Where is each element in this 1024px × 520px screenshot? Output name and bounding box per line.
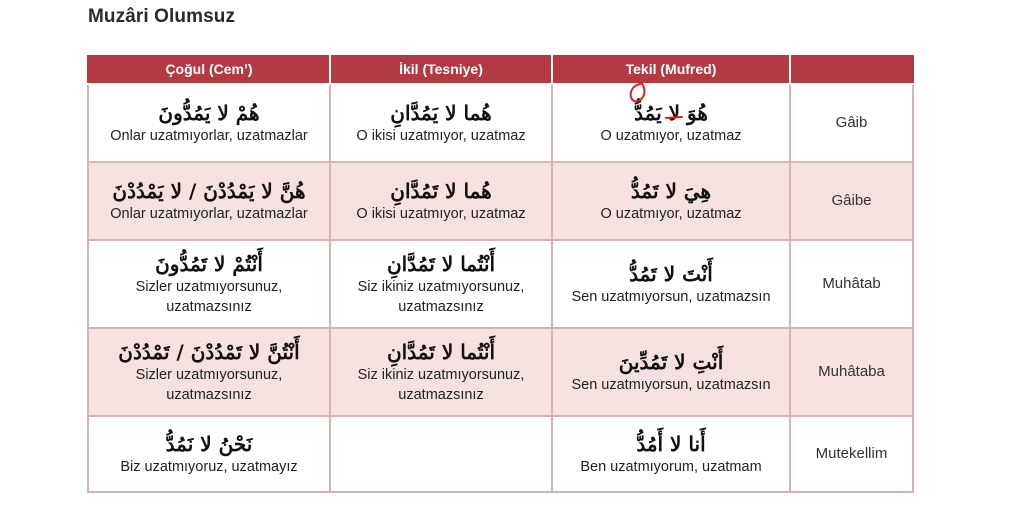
cell-dual	[330, 328, 552, 416]
cell-singular	[552, 162, 790, 240]
table-row	[88, 162, 913, 240]
arabic-text: هُوَ لا يَمُدُّ	[634, 101, 708, 125]
header-person	[790, 55, 913, 84]
table-row	[88, 328, 913, 416]
arabic-text: هُمْ لا يَمُدُّونَ	[158, 101, 260, 125]
header-plural: Çoğul (Cem’)	[88, 55, 330, 84]
translation-text: O ikisi uzatmıyor, uzatmaz	[356, 206, 526, 222]
arabic-text: أَنْتُمْ لا تَمُدُّونَ	[155, 252, 263, 276]
cell-person-label	[790, 162, 913, 240]
header-singular: Tekil (Mufred)	[552, 55, 790, 84]
header-row	[88, 55, 913, 84]
person-label: Muhâtaba	[818, 363, 885, 380]
translation-text: Sen uzatmıyorsun, uzatmazsın	[571, 377, 771, 393]
translation-text: Siz ikiniz uzatmıyorsunuz, uzatmazsınız	[357, 367, 525, 403]
translation-text: O uzatmıyor, uzatmaz	[600, 128, 742, 144]
cell-singular	[552, 240, 790, 328]
translation-text: Onlar uzatmıyorlar, uzatmazlar	[110, 206, 308, 222]
person-label: Mutekellim	[815, 445, 888, 462]
arabic-text: أَنْتُنَّ لا تَمْدُدْنَ / تَمْدُدْنَ	[118, 340, 300, 364]
cell-plural	[88, 162, 330, 240]
cell-person-label	[790, 416, 913, 492]
translation-text: O uzatmıyor, uzatmaz	[600, 206, 742, 222]
cell-dual	[330, 240, 552, 328]
arabic-text: هِيَ لا تَمُدُّ	[630, 179, 712, 203]
header-dual: İkil (Tesniye)	[330, 55, 552, 84]
person-label: Muhâtab	[822, 275, 881, 292]
cell-plural	[88, 328, 330, 416]
arabic-text: أَنْتَ لا تَمُدُّ	[629, 262, 713, 286]
cell-singular	[552, 416, 790, 492]
cell-singular	[552, 84, 790, 162]
person-label: Gâibe	[831, 192, 872, 209]
arabic-text: هُما لا يَمُدَّانِ	[390, 101, 492, 125]
cell-plural	[88, 416, 330, 492]
cell-dual	[330, 162, 552, 240]
table-row	[88, 240, 913, 328]
table-row	[88, 416, 913, 492]
arabic-text: هُنَّ لا يَمْدُدْنَ / لا يَمْدُدْنَ	[112, 179, 306, 203]
cell-person-label	[790, 84, 913, 162]
cell-plural	[88, 84, 330, 162]
table-row	[88, 84, 913, 162]
translation-text: Ben uzatmıyorum, uzatmam	[580, 459, 762, 475]
page-title: Muzâri Olumsuz	[88, 6, 236, 27]
person-label: Gâib	[835, 114, 868, 131]
arabic-text: أَنْتِ لا تَمُدِّينَ	[618, 350, 724, 374]
arabic-text: أَنا لا أَمُدُّ	[636, 432, 706, 456]
translation-text: Sizler uzatmıyorsunuz, uzatmazsınız	[135, 367, 283, 403]
arabic-text: نَحْنُ لا نَمُدُّ	[165, 432, 253, 456]
cell-plural	[88, 240, 330, 328]
translation-text: Sen uzatmıyorsun, uzatmazsın	[571, 289, 771, 305]
arabic-text: أَنْتُما لا تَمُدَّانِ	[386, 252, 496, 276]
cell-dual	[330, 84, 552, 162]
translation-text: Biz uzatmıyoruz, uzatmayız	[120, 459, 298, 475]
translation-text: Onlar uzatmıyorlar, uzatmazlar	[110, 128, 308, 144]
cell-singular	[552, 328, 790, 416]
conjugation-table	[87, 55, 914, 493]
cell-person-label	[790, 328, 913, 416]
translation-text: O ikisi uzatmıyor, uzatmaz	[356, 128, 526, 144]
translation-text: Sizler uzatmıyorsunuz, uzatmazsınız	[135, 279, 283, 315]
arabic-text: هُما لا تَمُدَّانِ	[390, 179, 492, 203]
arabic-text: أَنْتُما لا تَمُدَّانِ	[386, 340, 496, 364]
cell-dual-empty	[330, 416, 552, 492]
cell-person-label	[790, 240, 913, 328]
translation-text: Siz ikiniz uzatmıyorsunuz, uzatmazsınız	[357, 279, 525, 315]
